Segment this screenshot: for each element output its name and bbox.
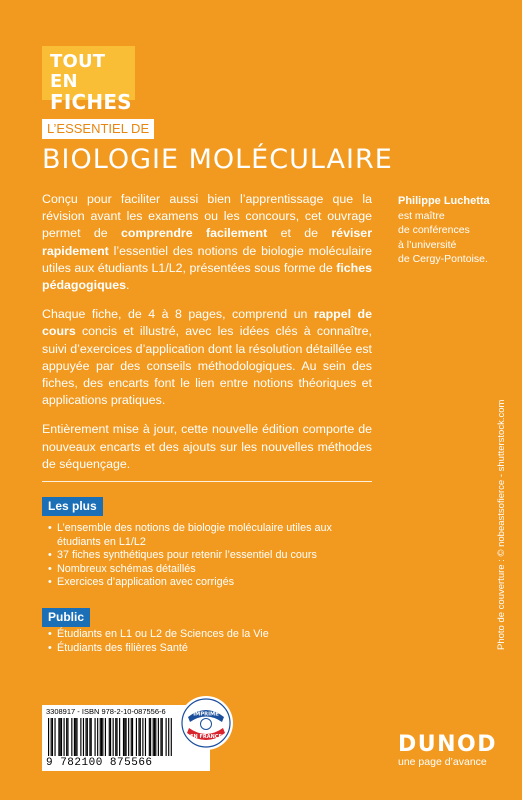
- list-item: • Exercices d’application avec corrigés: [48, 576, 378, 590]
- barcode-bar: [113, 718, 114, 756]
- barcode-bar: [158, 718, 159, 756]
- body-text: et de: [267, 226, 332, 241]
- barcode-bar: [116, 718, 117, 756]
- barcode-bar: [95, 718, 96, 756]
- barcode-bar: [105, 718, 106, 756]
- emphasis-text: comprendre facilement: [121, 226, 268, 241]
- barcode-bar: [132, 718, 133, 756]
- barcode-bar: [160, 718, 161, 756]
- list-item: • Nombreux schémas détaillés: [48, 563, 378, 577]
- barcode-bar: [66, 718, 67, 756]
- imprime-en-france-stamp: [178, 695, 234, 751]
- barcode-bar: [136, 718, 137, 756]
- barcode-bar: [150, 718, 151, 756]
- barcode-bar: [140, 718, 141, 756]
- barcode-bar: [101, 718, 102, 756]
- barcode-bar: [100, 718, 101, 756]
- barcode-bar: [54, 718, 55, 756]
- barcode-bar: [171, 718, 172, 756]
- barcode-bar: [83, 718, 84, 756]
- barcode-bar: [138, 718, 139, 756]
- emphasis-text: rappel de cours: [42, 307, 372, 339]
- public-label: Public: [42, 608, 90, 627]
- barcode-bar: [48, 718, 49, 756]
- barcode-bar: [76, 718, 77, 756]
- body-text: Conçu pour faciliter aussi bien l’apprentissage que la révision avant les examens ou les concours, cet ouvrage permet de: [42, 192, 372, 241]
- author-line-3: à l’université: [398, 238, 457, 251]
- author-line-1: est maître: [398, 209, 445, 222]
- description-paragraph-3: [42, 421, 372, 473]
- barcode-bar: [64, 718, 65, 756]
- body-text: Chaque fiche, de 4 à 8 pages, comprend un: [42, 307, 314, 322]
- barcode-bar: [87, 718, 88, 756]
- list-item: • L’ensemble des notions de biologie moléculaire utiles aux étudiants en L1/L2: [48, 522, 378, 549]
- author-bio: [398, 194, 508, 267]
- barcode-bar: [102, 718, 103, 756]
- barcode-bar: [123, 718, 124, 756]
- body-text: Entièrement mise à jour, cette nouvelle édition comporte de nouveaux encarts et des ajouts sur les nouvelles méthodes de séquençage.: [42, 422, 372, 471]
- barcode-bar: [142, 718, 143, 756]
- barcode-bar: [61, 718, 62, 756]
- list-item: • 37 fiches synthétiques pour retenir l’essentiel du cours: [48, 549, 378, 563]
- barcode-bar: [52, 718, 53, 756]
- barcode-bar: [153, 718, 154, 756]
- isbn-text: 3308917 - ISBN 978-2-10-087556-6: [46, 707, 166, 716]
- barcode-bar: [128, 718, 129, 756]
- barcode-bar: [85, 718, 86, 756]
- barcode-bar: [97, 718, 98, 756]
- barcode-bar: [110, 718, 111, 756]
- photo-credit: Photo de couverture : © nobeastsofierce - shutterstock.com: [496, 399, 507, 650]
- tout-en-fiches-logo: [42, 46, 135, 114]
- barcode-bar: [126, 718, 127, 756]
- barcode-bar: [74, 718, 75, 756]
- list-item: • Étudiants des filières Santé: [48, 642, 378, 656]
- barcode-bar: [67, 718, 68, 756]
- barcode-bar: [119, 718, 120, 756]
- description-paragraph-1: [42, 191, 372, 294]
- barcode-bars: [48, 718, 172, 756]
- body-text: l’essentiel des notions de biologie moléculaire utiles aux étudiants L1/L2, présentées sous forme de: [42, 243, 372, 275]
- barcode-bar: [149, 718, 150, 756]
- emphasis-text: fiches pédagogiques: [42, 260, 372, 293]
- book-title: BIOLOGIE MOLÉCULAIRE: [42, 144, 393, 175]
- barcode-digits: 9 782100 875566: [46, 757, 153, 769]
- barcode-bar: [168, 718, 169, 756]
- series-label: L’ESSENTIEL DE: [42, 119, 154, 139]
- author-line-4: de Cergy-Pontoise.: [398, 253, 488, 265]
- barcode-bar: [58, 718, 59, 756]
- barcode-bar: [162, 718, 163, 756]
- emphasis-text: réviser rapidement: [42, 226, 373, 258]
- barcode-bar: [109, 718, 110, 756]
- divider: [42, 481, 372, 482]
- stamp-top-text: IMPRIMÉ: [193, 711, 219, 718]
- body-text: .: [126, 278, 130, 293]
- barcode-bar: [75, 718, 76, 756]
- les-plus-label: Les plus: [42, 497, 103, 516]
- barcode-bar: [155, 718, 156, 756]
- barcode-bar: [131, 718, 132, 756]
- barcode-bar: [124, 718, 125, 756]
- les-plus-list: [48, 522, 378, 590]
- public-list: [48, 628, 378, 655]
- logo-line-2: FICHES: [50, 90, 132, 114]
- barcode-bar: [89, 718, 90, 756]
- barcode-bar: [51, 718, 52, 756]
- barcode-bar: [166, 718, 167, 756]
- logo-line-1: TOUT EN: [50, 51, 106, 92]
- barcode-bar: [145, 718, 146, 756]
- barcode-bar: [154, 718, 155, 756]
- barcode-bar: [115, 718, 116, 756]
- barcode-bar: [80, 718, 81, 756]
- barcode-bar: [71, 718, 72, 756]
- stamp-bottom-text: EN FRANCE: [190, 734, 222, 740]
- description-paragraph-2: [42, 306, 372, 409]
- publisher-tagline: une page d’avance: [398, 756, 487, 768]
- description: [42, 191, 372, 485]
- body-text: concis et illustré, avec les idées clés à connaître, suivi d’exercices d’application dont la résolution détaillée est appuyée par des conseils méthodologiques. Au sein des fiches, des encarts font le lien entre notions théoriques et applications pratiques.: [42, 324, 372, 408]
- publisher-logo: DUNOD: [398, 732, 498, 757]
- author-line-2: de conférences: [398, 224, 470, 236]
- list-item: • Étudiants en L1 ou L2 de Sciences de la Vie: [48, 628, 378, 642]
- barcode-bar: [60, 718, 61, 756]
- barcode-bar: [91, 718, 92, 756]
- author-name: Philippe Luchetta: [398, 195, 490, 207]
